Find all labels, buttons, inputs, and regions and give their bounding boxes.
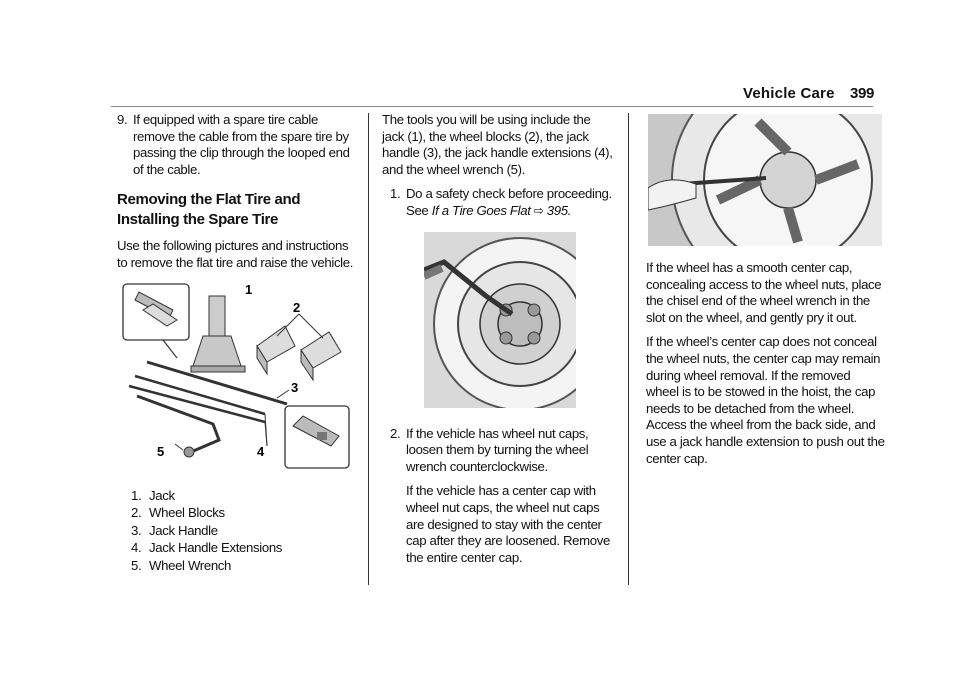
- list-item: 1. Jack: [131, 487, 175, 503]
- smooth-cap-paragraph: If the wheel has a smooth center cap, concealing access to the wheel nuts, place the chisel end of the wheel wrench in the slot on the wheel, and gently pry it out.: [646, 260, 882, 325]
- list-item: 3. Jack Handle: [131, 522, 218, 538]
- step-1: [390, 186, 614, 219]
- cross-reference-page[interactable]: 395.: [546, 202, 572, 218]
- section-title: Vehicle Care: [743, 85, 835, 102]
- tools-list: [117, 488, 357, 575]
- column-divider: [628, 113, 629, 585]
- callout-label: 5: [157, 443, 164, 459]
- tools-illustration: [117, 280, 355, 476]
- column-right: [646, 112, 886, 475]
- tools-intro-paragraph: The tools you will be using include the jack (1), the wheel blocks (2), the jack handle (3), the jack handle extensions (4), and the wheel wrench (5).: [382, 112, 613, 177]
- column-divider: [368, 113, 369, 585]
- column-middle: [382, 112, 614, 574]
- header-rule: [111, 106, 873, 107]
- list-item: 4. Jack Handle Extensions: [131, 540, 283, 556]
- arrow-icon: ⇨: [533, 202, 544, 218]
- center-cap-removal-illustration: [648, 114, 882, 246]
- step-text: If equipped with a spare tire cable remove the cable from the spare tire by passing the clip through the looped end of the cable.: [133, 112, 350, 177]
- callout-label: 1: [245, 281, 252, 297]
- cross-reference-link[interactable]: If a Tire Goes Flat: [431, 202, 531, 218]
- step-2-subparagraph: If the vehicle has a center cap with wheel nut caps, the wheel nut caps are designed to stay with the center cap after they are loosened. Remove the entire center cap.: [406, 483, 611, 565]
- callout-label: 4: [257, 443, 264, 459]
- visible-nuts-paragraph: If the wheel’s center cap does not conceal the wheel nuts, the center cap may remain during wheel removal. If the removed wheel is to be stowed in the hoist, the cap needs to be detached from the wheel. Access the wheel from the back side, and use a jack handle extension to push out the center cap.: [646, 334, 885, 466]
- step-9: [117, 112, 357, 178]
- section-heading: Removing the Flat Tire and Installing the Spare Tire: [117, 191, 301, 229]
- step-number: 2.: [390, 425, 401, 441]
- callout-label: 2: [293, 299, 300, 315]
- column-left: [117, 112, 357, 576]
- step-text: If the vehicle has wheel nut caps, loosen them by turning the wheel wrench counterclockwise.: [406, 425, 589, 474]
- step-number: 1.: [390, 186, 401, 202]
- list-item: 5. Wheel Wrench: [131, 557, 232, 573]
- step-number: 9.: [117, 112, 128, 127]
- step-2: [390, 426, 614, 476]
- wheel-wrench-illustration: [424, 232, 576, 408]
- page-number: 399: [850, 85, 874, 102]
- list-item: 2. Wheel Blocks: [131, 505, 225, 521]
- intro-paragraph: Use the following pictures and instructions to remove the flat tire and raise the vehicle.: [117, 238, 354, 270]
- callout-label: 3: [291, 379, 298, 395]
- step-text: Do a safety check before proceeding. See: [406, 186, 612, 218]
